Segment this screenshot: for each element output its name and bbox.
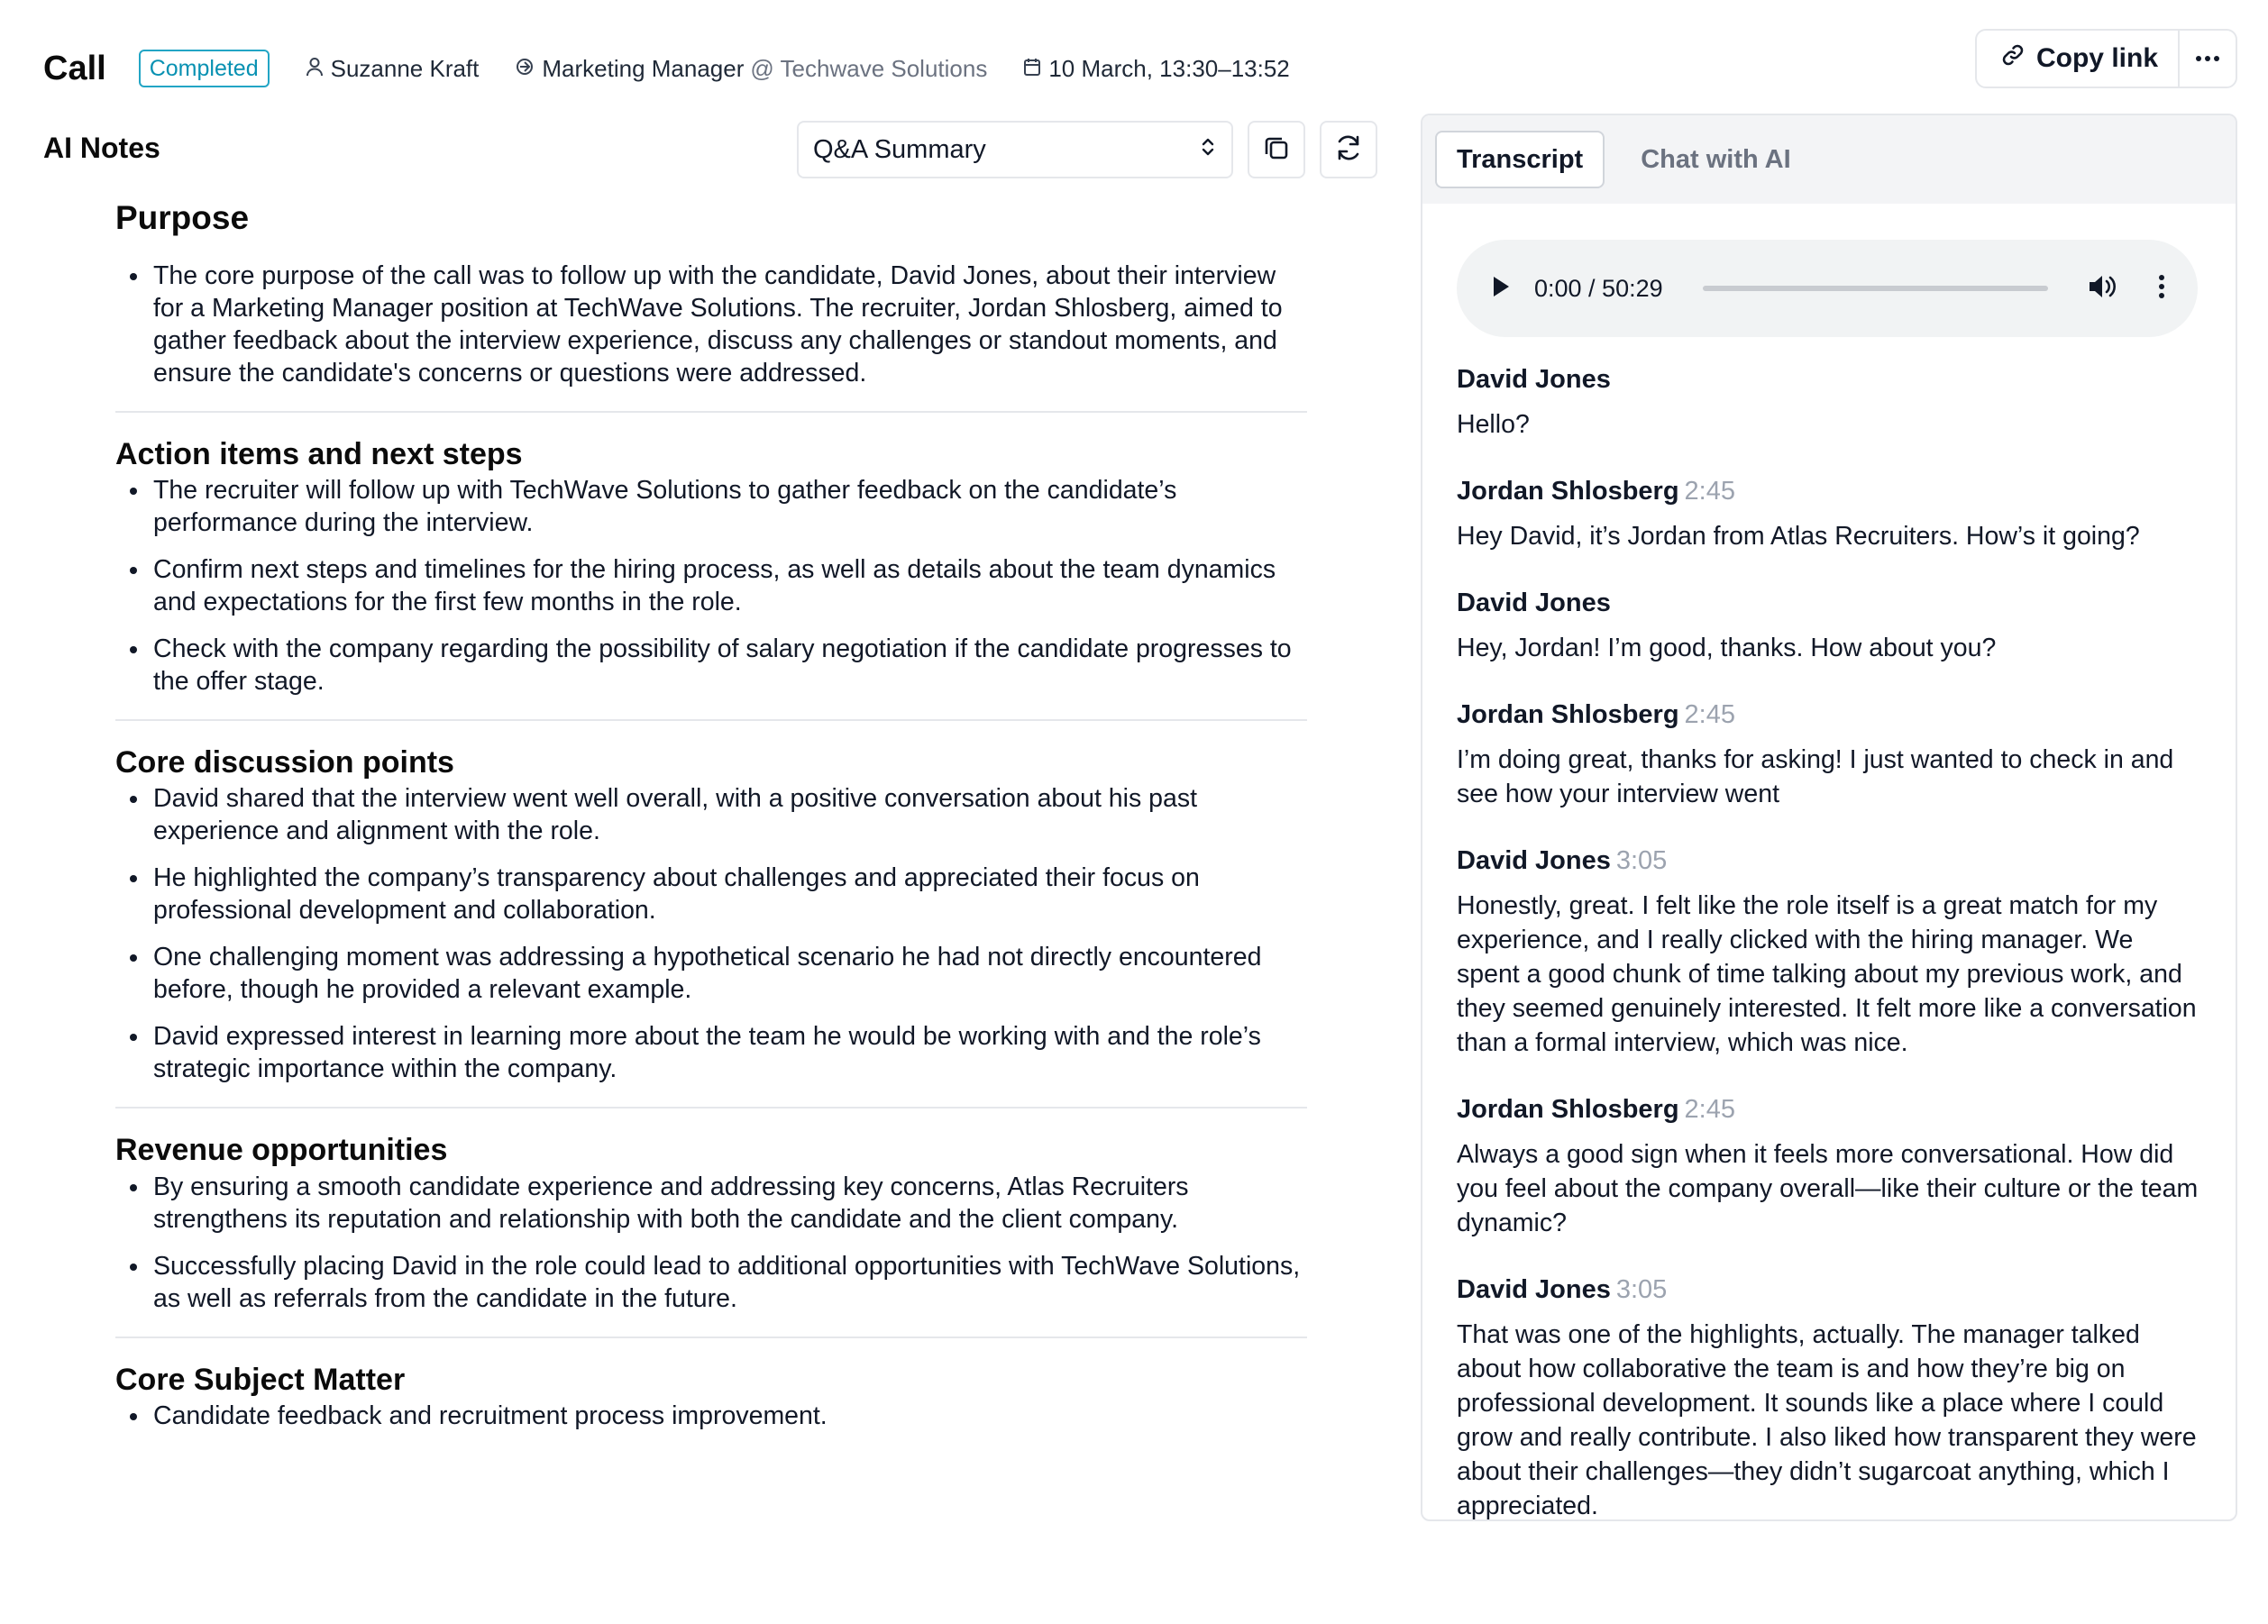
transcript-panel <box>1421 114 2237 1521</box>
list-item: One challenging moment was addressing a hypothetical scenario he had not directly encountered before, though he provided a relevant example. <box>115 941 1307 1006</box>
list-item: By ensuring a smooth candidate experience and addressing key concerns, Atlas Recruiters strengthens its reputation and relationship with both the candidate and the client company. <box>115 1171 1307 1236</box>
notes-section-discussion-points <box>115 743 1307 1109</box>
transcript-entry <box>1457 362 2201 442</box>
section-list <box>115 1400 1307 1432</box>
message-text: I’m doing great, thanks for asking! I just wanted to check in and see how your interview went <box>1457 745 2174 808</box>
tab-chat-with-ai[interactable]: Chat with AI <box>1641 144 1791 174</box>
list-item: Successfully placing David in the role could lead to additional opportunities with TechWave Solutions, as well as referrals from the candidate in the future. <box>115 1250 1307 1315</box>
more-options-button[interactable] <box>2180 31 2236 87</box>
speaker-name: David Jones <box>1457 846 1611 875</box>
list-item: David expressed interest in learning more about the team he would be working with and the role’s strategic importance within the company. <box>115 1020 1307 1085</box>
timestamp[interactable]: 3:05 <box>1615 846 1668 875</box>
summary-template-select[interactable] <box>797 121 1233 178</box>
user-icon <box>306 55 331 83</box>
speaker-line <box>1457 1092 2201 1127</box>
message-text: Hello? <box>1457 410 1530 439</box>
message-text: Hey David, it’s Jordan from Atlas Recruiters. How’s it going? <box>1457 522 2140 551</box>
notes-section-subject-matter <box>115 1360 1307 1454</box>
speaker-name: David Jones <box>1457 365 1611 394</box>
transcript-entry <box>1457 698 2201 811</box>
section-list <box>115 474 1307 698</box>
speaker-line <box>1457 586 2201 620</box>
section-heading: Purpose <box>115 199 250 236</box>
timestamp[interactable]: 2:45 <box>1684 1095 1735 1124</box>
ai-notes-content <box>115 196 1307 1475</box>
notes-section-action-items <box>115 434 1307 721</box>
summary-template-value: Q&A Summary <box>813 134 986 164</box>
company-name: @ Techwave Solutions <box>750 54 988 82</box>
participant <box>306 55 480 83</box>
section-list <box>115 260 1307 389</box>
audio-progress-slider[interactable] <box>1703 286 2048 291</box>
regenerate-notes-button[interactable] <box>1320 121 1377 178</box>
link-icon <box>2000 42 2036 75</box>
speaker-name: David Jones <box>1457 588 1611 617</box>
transcript-entry <box>1457 586 2201 665</box>
notes-section-purpose <box>115 196 1307 413</box>
notes-title: AI Notes <box>43 132 160 164</box>
message-text: Honestly, great. I felt like the role itself is a great match for my experience, and I really clicked with the hiring manager. We spent a good chunk of time talking about my previous work, and they seemed genuinely interested. It felt more like a conversation than a formal interview, which was nice. <box>1457 891 2197 1057</box>
chevron-up-down-icon <box>1201 135 1215 165</box>
section-heading: Action items and next steps <box>115 437 523 472</box>
notes-section-revenue <box>115 1130 1307 1337</box>
refresh-icon <box>1333 132 1364 168</box>
copy-icon <box>1262 133 1291 167</box>
speaker-name: Jordan Shlosberg <box>1457 1095 1679 1124</box>
role-icon <box>515 55 542 83</box>
volume-icon[interactable] <box>2088 273 2117 305</box>
play-icon[interactable] <box>1491 275 1511 303</box>
speaker-line <box>1457 844 2201 878</box>
participant-name: Suzanne Kraft <box>330 54 480 82</box>
speaker-line <box>1457 1273 2201 1307</box>
copy-link-button[interactable] <box>1977 31 2180 87</box>
timestamp[interactable]: 3:05 <box>1615 1275 1668 1304</box>
section-heading: Core Subject Matter <box>115 1362 406 1397</box>
audio-time: 0:00 / 50:29 <box>1534 274 1663 302</box>
position-title: Marketing Manager <box>542 54 745 82</box>
list-item: Candidate feedback and recruitment process improvement. <box>115 1400 1307 1432</box>
list-item: Check with the company regarding the possibility of salary negotiation if the candidate progresses to the offer stage. <box>115 633 1307 698</box>
copy-notes-button[interactable] <box>1248 121 1305 178</box>
transcript-entry <box>1457 474 2201 553</box>
message-text: That was one of the highlights, actually. The manager talked about how collaborative the team is and how they’re big on professional development. It sounds like a place where I could grow and really contribute. I also liked how transparent they were about their challenges—they didn’t sugarcoat anything, which I appreciated. <box>1457 1320 2197 1520</box>
tab-transcript[interactable]: Transcript <box>1435 131 1605 188</box>
position <box>515 55 987 83</box>
more-vertical-icon[interactable] <box>2158 274 2165 304</box>
transcript-list <box>1422 337 2236 1521</box>
page-title: Call <box>43 49 106 87</box>
speaker-name: Jordan Shlosberg <box>1457 700 1679 729</box>
speaker-line <box>1457 474 2201 508</box>
timestamp[interactable]: 2:45 <box>1684 700 1735 729</box>
message-text: Hey, Jordan! I’m good, thanks. How about you? <box>1457 634 1997 662</box>
list-item: The recruiter will follow up with TechWave Solutions to gather feedback on the candidate’s performance during the interview. <box>115 474 1307 539</box>
call-datetime <box>1023 55 1289 83</box>
section-list <box>115 782 1307 1085</box>
header-actions <box>1975 29 2237 88</box>
list-item: He highlighted the company’s transparency about challenges and appreciated their focus on professional development and collaboration. <box>115 862 1307 926</box>
speaker-line <box>1457 698 2201 732</box>
transcript-entry <box>1457 844 2201 1060</box>
call-header <box>43 36 2237 101</box>
speaker-name: David Jones <box>1457 1275 1611 1304</box>
section-list <box>115 1171 1307 1315</box>
more-horizontal-icon <box>2195 50 2220 67</box>
section-heading: Revenue opportunities <box>115 1133 448 1168</box>
transcript-entry <box>1457 1273 2201 1521</box>
list-item: The core purpose of the call was to follow up with the candidate, David Jones, about their interview for a Marketing Manager position at TechWave Solutions. The recruiter, Jordan Shlosberg, aimed to gather feedback about the interview experience, discuss any challenges or standout moments, and ensure the candidate's concerns or questions were addressed. <box>115 260 1307 389</box>
timestamp[interactable]: 2:45 <box>1684 477 1735 506</box>
speaker-name: Jordan Shlosberg <box>1457 477 1679 506</box>
calendar-icon <box>1023 55 1048 83</box>
list-item: Confirm next steps and timelines for the hiring process, as well as details about the team dynamics and expectations for the first few months in the role. <box>115 553 1307 618</box>
transcript-entry <box>1457 1092 2201 1240</box>
audio-player <box>1457 240 2198 337</box>
speaker-line <box>1457 362 2201 397</box>
section-heading: Core discussion points <box>115 745 454 780</box>
datetime-text: 10 March, 13:30–13:52 <box>1048 54 1290 82</box>
copy-link-label: Copy link <box>2035 43 2158 73</box>
message-text: Always a good sign when it feels more conversational. How did you feel about the company overall—like their culture or the team dynamic? <box>1457 1140 2199 1237</box>
list-item: David shared that the interview went well overall, with a positive conversation about his past experience and alignment with the role. <box>115 782 1307 847</box>
status-badge: Completed <box>139 50 270 87</box>
panel-tabs <box>1422 115 2236 204</box>
